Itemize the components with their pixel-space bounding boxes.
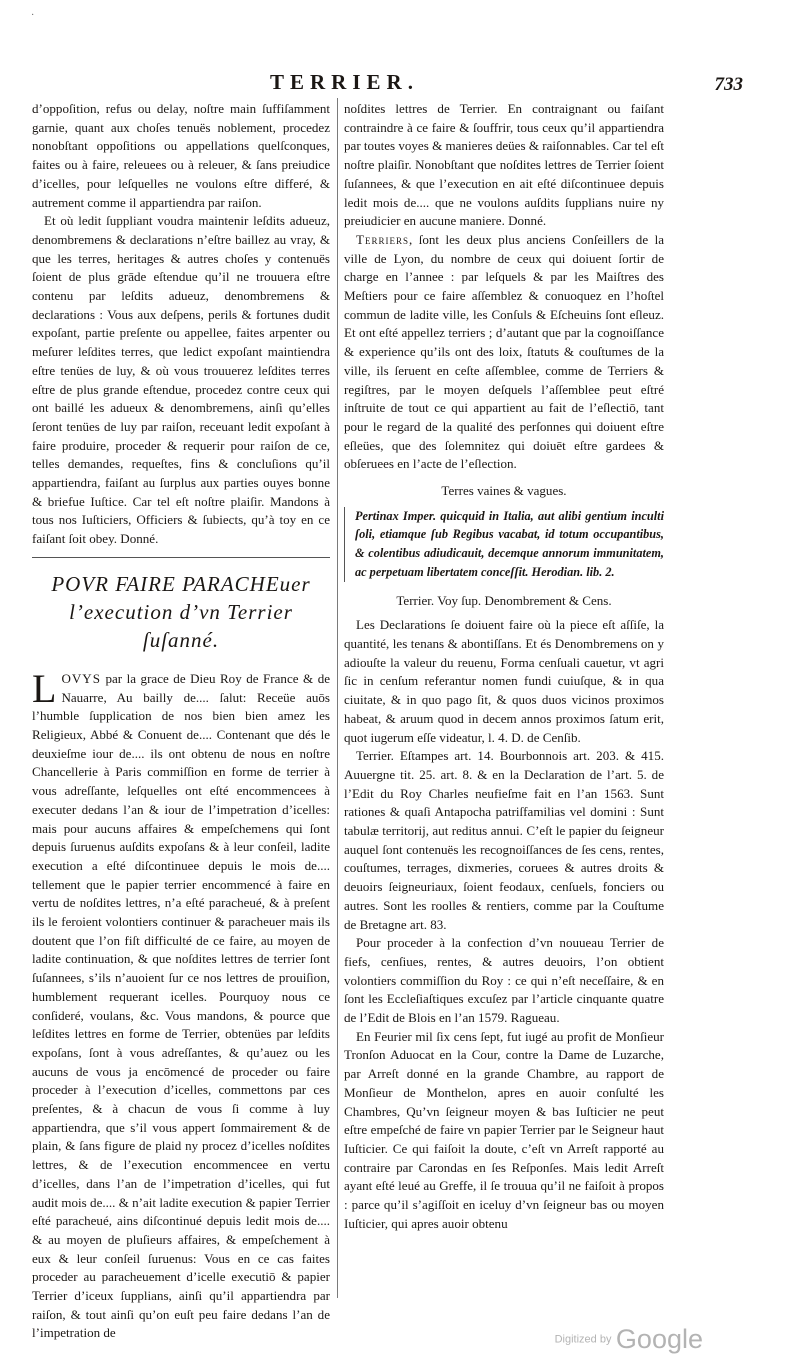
running-head: TERRIER. bbox=[270, 70, 419, 94]
left-paragraph-3 bbox=[32, 665, 331, 1343]
right-paragraph-4: Terrier. Eſtampes art. 14. Bourbonnois art. 203. & 415. Auuergne tit. 25. art. 8. & en la Declaration de l’art. 5. de l’Edit du Roy Charles neufieſme fait en l’an 1563. Sunt rationes & quaſi Antapocha patriſfamilias vel domini : Sunt tabulæ territorij, aut reditus annui. C’eſt le papier du ſeigneur auquel ſont contenuës les recognoiſſances de ſes cens, rentes, couſtumes, terrages, dixmeries, coruees & autres droits & deuoirs ſeigneuriaux, ſoient feodaux, cenſuels, fonciers ou autres. Sont les roolles & rentiers, comme par la Couſtume de Bretagne art. 83. bbox=[344, 748, 664, 932]
right-paragraph-2-text: , ſont les deux plus anciens Conſeillers de la ville de Lyon, du nombre de ceux qui doiuent ſortir de charge en l’annee : par leſquels & par les Maiſtres des Meſtiers pour ce faire aſſemblez & conuoquez en l’hoſtel commun de ladite ville, les Conſuls & Eſcheuins ſont eſleuz. Et ont eſté appellez terriers ; d’autant que par la cognoiſſance & experience qu’ils ont des loix, ſtatuts & couſtumes de la ville, ils ſeruent en ceſte aſſemblee, comme de Terriers & regiſtres, par le moyen deſquels l’aſſemblee peut eſtré inſtruite de tout ce qui appartient au fait de l’eſlectiō, tant pour le regard de la qualité des perſonnes qui doiuent eſtre eſleües, que des ſolemnitez qui doiuēt eſtre gardees & obſeruees en l’acte de l’eſlection. bbox=[344, 231, 664, 472]
left-column bbox=[32, 100, 330, 1343]
right-paragraph-3: Les Declarations ſe doiuent faire où la piece eſt aſſiſe, la quantité, les tenans & abontiſſans. Et és Denombremens on y adiouſte la valeur du reuenu, Forma cenſuali cauetur, vt agri ſic in cenſum referantur nomen fundi cuiuſque, & in qua ciuitate, & in quo pago ſit, & quos duos vicinos proximos habeat, & aruum quod in decem annos proximos ſatum erit, quot iugerum eſſe videatur, l. 4. D. de Cenſib. bbox=[344, 617, 664, 745]
digitized-by-text: Digitized by bbox=[554, 1333, 612, 1346]
right-column bbox=[344, 100, 664, 1233]
right-paragraph-1: noſdites lettres de Terrier. En contraignant ou faiſant contraindre à ce faire & ſouffrir, tous ceux qu’il appartiendra par toutes voyes & manieres deües & raiſonnables. Car tel eſt noſtre plaiſir. Nonobſtant que noſdites lettres de Terrier ſoient ſuſannees, & que l’execution en ait eſté diſcontinuee depuis ledit mois de.... que ne voulons auſdits ſupplians nuire ny preiudicier en aucune maniere. Donné. bbox=[344, 101, 664, 229]
terriers-heading: Terriers bbox=[356, 231, 409, 247]
right-paragraph-6: En Feurier mil ſix cens ſept, fut iugé au profit de Monſieur Tronſon Aduocat en la Cour, contre la Dame de Luzarche, par Arreſt donné en la grande Chambre, au rapport de Monſieur de Monthelon, apres en auoir conſulté les Chambres, Qu’vn ſeigneur moyen & bas Iuſticier ne peut eſtre empeſché de faire vn papier Terrier par le Seigneur haut Iuſticier. Ce qui faiſoit la doute, c’eſt vn Arreſt rapporté au contraire par Carondas en ſes Reſponſes. Mais ledit Arreſt ayant eſté leué au Greffe, il ſe trouua qu’il ne faiſoit à propos : parce qu’il s’agiſſoit en iceluy d’vn ſeigneur bas ou moyen Iuſticier, qui apres auoir obtenu bbox=[344, 1028, 664, 1231]
margin-mark: · bbox=[31, 10, 35, 21]
page-number: 733 bbox=[714, 74, 743, 95]
left-paragraph-3-text: par la grace de Dieu Roy de France & de Nauarre, Au bailly de.... ſalut: Receüe auōs l’humble ſupplication de nos bien bien amez les Religieux, Abbé & Conuent de.... Contenant que dés le deuxieſme iour de.... ils ont obtenu de nous en noſtre Chancellerie à Paris commiſſion en forme de terrier à vous adreſſante, leſquelles ont eſté encommencees à executer dedans l’an & iour de l’impetration d’icelles: mais pour aucuns affaires & empeſchemens qui ſont depuis ſuruenus auſdits expoſans & à leur conſeil, ladite execution a eſté diſcontinuee depuis le mois de.... tellement que le papier terrier encommencé à faire en vertu de noſdites lettres, n’a eſté paracheué, & à preſent ils le feroient volontiers continuer & paracheuer mais ils doutent que l’on fiſt difficulté de ce faire, au moyen de ladite continuation, & que noſdites lettres de terrier ſont ſuſannees, s’ils n’auoient ſur ce nos lettres de prouiſion, humblement requerant icelles. Pourquoy nous ce conſideré, voulans, &c. Vous mandons, & pource que leſdites lettres en forme de Terrier, obtenües par leſdits expoſans, ſont à vous adreſſantes, & qu’auez ou les aucuns de vous ja encōmencé de proceder ou faire proceder à l’execution d’icelles, commettons par ces preſentes, & à chacun de vous ſi comme à luy appartiendra, que s’il vous appert ſommairement & de plain, & ſans figure de plaid ny procez d’icelles noſdites lettres, & de l’execution encommencee en vertu d’icelles, dans l’an de l’impetration d’icelles, qui fut audit mois de.... & n’ait ladite execution & papier Terrier eſté paracheué, ains diſcontinué depuis ledit mois de.... & au moyen de pluſieurs affaires, & empeſchement à eux & leur conſeil ſuruenus: Vous en ce cas faites proceder au paracheuement d’icelle executiō & papier Terrier d’iceux ſupplians, ainſi qu’il appartiendra par raiſon, & tout ainſi qu’on euſt peu faire dedans l’an de l’impetration de bbox=[32, 670, 331, 1341]
digitized-watermark bbox=[555, 1324, 703, 1355]
drop-cap-continuation: OVYS bbox=[61, 670, 101, 686]
section-title-line-2: ſuſanné. bbox=[142, 627, 220, 652]
section-rule bbox=[32, 557, 330, 558]
left-paragraph-1: d’oppoſition, refus ou delay, noſtre main ſuffiſamment garnie, quant aux choſes tenuës noblement, procedez nonobſtant oppoſitions ou appellations quelſconques, faites ou à faire, releuees ou à releuer, & ſans preiudice d’icelles, pour leſquelles ne voulons eſtre differé, & autrement comme il appartiendra par raiſon. bbox=[32, 101, 330, 210]
subheading-terrier-voy: Terrier. Voy ſup. Denombrement & Cens. bbox=[396, 592, 612, 608]
latin-quote: Pertinax Imper. quicquid in Italia, aut alibi gentium inculti ſoli, etiamque ſub Regibus vacabat, id totum occupantibus, & colentibus adiudicauit, decemque annorum immunitatem, ac perpetuam libertatem conceſſit. Herodian. lib. 2. bbox=[344, 507, 664, 582]
right-paragraph-5: Pour proceder à la confection d’vn nouueau Terrier de fiefs, cenſiues, rentes, & autres deuoirs, l’on obtient volontiers commiſſion du Roy : ce qui n’eſt neceſſaire, & en ſont les Eccleſiaſtiques excuſez par l’article cinquante quatre de l’Edit de Blois en l’an 1579. Ragueau. bbox=[344, 935, 664, 1026]
drop-cap: L bbox=[32, 665, 57, 711]
section-title-line-1: POVR FAIRE PARACHEuer l’execution d’vn Terrier bbox=[51, 571, 311, 624]
section-title bbox=[32, 570, 330, 654]
column-divider bbox=[337, 98, 338, 1298]
google-logo-text: Google bbox=[615, 1324, 703, 1354]
subheading-terres-vaines: Terres vaines & vagues. bbox=[441, 483, 567, 499]
right-paragraph-2 bbox=[344, 231, 664, 474]
left-paragraph-2: Et où ledit ſuppliant voudra maintenir leſdits adueuz, denombremens & declarations n’eſtre baillez au vray, & que les terres, heritages & autres choſes y contenuës ſoient de plus grāde eſtendue qu’il ne trouuera eſtre contenu par leſdits adueuz, denombremens & declarations : Vous aux deſpens, perils & fortunes dudit expoſant, partie preſente ou appellee, faites arpenter ou meſurer leſdites terres, que ledict expoſant maintiendra eſtre tenües de luy, & où vous trouuerez leſdites terres eſtre de plus grande eſtendue, procedez contre ceux qui ont baillé les adueux & denombremens, ainſi qu’elles ſeront tenües de luy par raiſon, receuant ledit expoſant à faire produire, proceder & requerir pour raiſon de ce, telles demandes, requeſtes, fins & concluſions qu’il appartiendra, faiſant au ſurplus aux parties ouyes bonne & briefue Iuſtice. Car tel eſt noſtre plaiſir. Mandons à tous nos Iuſticiers, Officiers & ſubiects, qu’à toy en ce faiſant ſoit obey. Donné. bbox=[32, 213, 330, 547]
